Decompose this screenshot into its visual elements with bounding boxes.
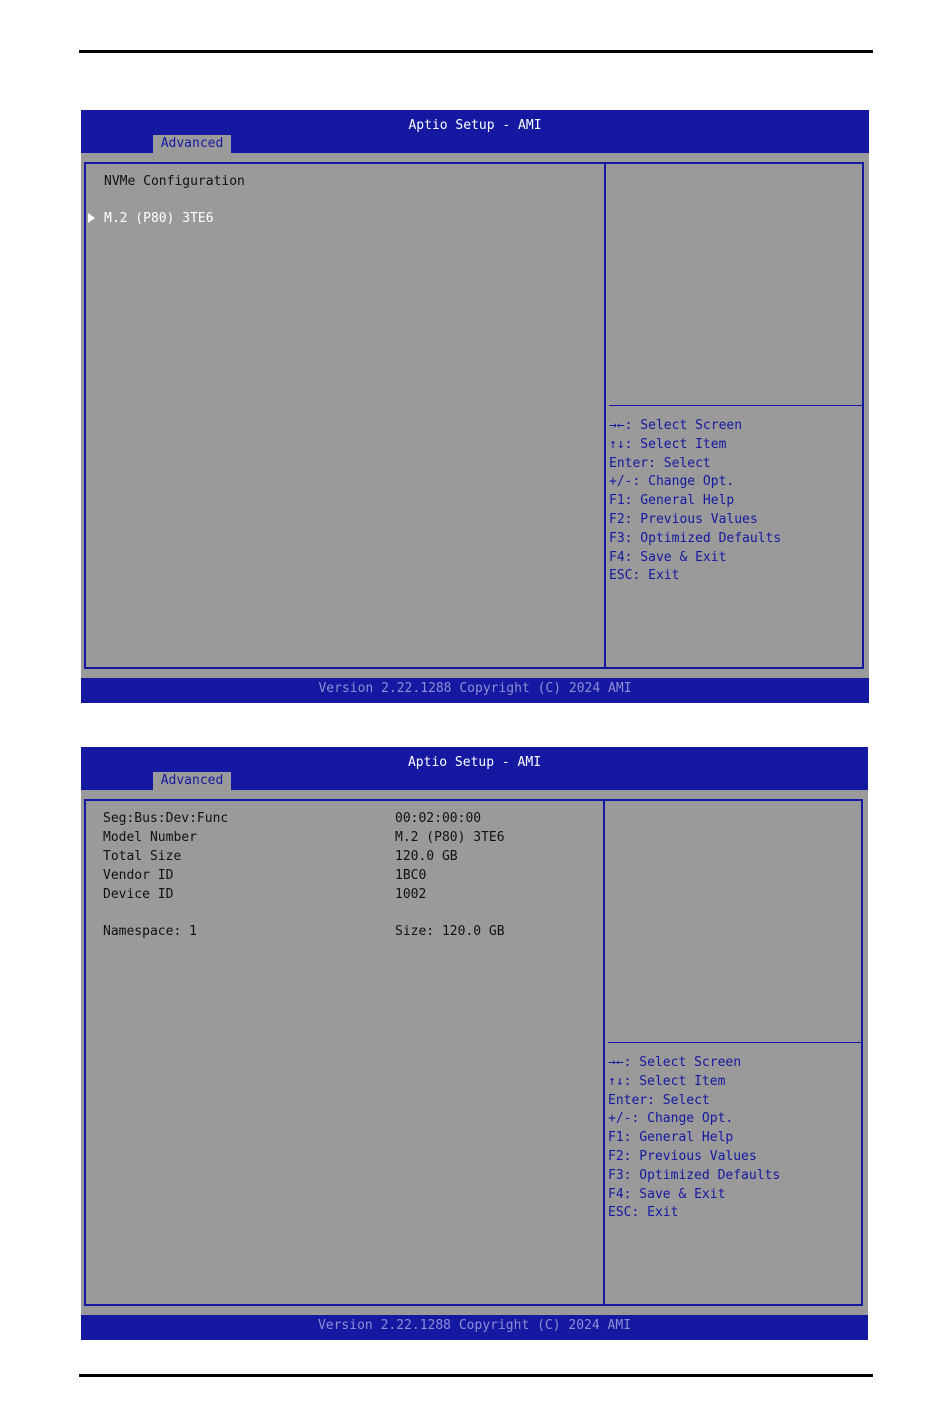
help-select-item: ↑↓: Select Item [609,436,727,452]
info-label: Model Number [103,830,197,845]
key-help-list [609,416,781,585]
version-footer: Version 2.22.1288 Copyright (C) 2024 AMI [318,681,632,696]
help-previous-values: F2: Previous Values [609,511,758,527]
page-top-rule [79,50,873,53]
info-label: Vendor ID [103,868,174,883]
info-row-device-id [103,885,583,904]
info-row-total-size [103,847,583,866]
tab-advanced[interactable]: Advanced [153,135,231,153]
help-save-exit: F4: Save & Exit [609,549,727,565]
help-select-screen: →←: Select Screen [609,418,743,433]
namespace-size: Size: 120.0 GB [395,924,505,939]
help-select-screen: →←: Select Screen [608,1055,742,1070]
window-title: Aptio Setup - AMI [407,755,542,770]
info-row-seg-bus-dev-func [103,809,583,828]
help-divider [608,1042,862,1043]
help-change-opt: +/-: Change Opt. [609,474,735,490]
help-general-help: F1: General Help [608,1130,734,1146]
info-row-model-number [103,828,583,847]
tab-advanced[interactable]: Advanced [153,772,231,790]
info-value: 1002 [395,887,427,902]
help-esc-exit: ESC: Exit [608,1205,679,1221]
info-value: 00:02:00:00 [395,811,482,826]
key-help-list [608,1053,780,1222]
bios-screen-nvme-device-info [81,747,868,1340]
info-value: 120.0 GB [395,849,458,864]
page-bottom-rule [79,1374,873,1377]
help-general-help: F1: General Help [609,493,735,509]
help-change-opt: +/-: Change Opt. [608,1111,734,1127]
nvme-device-menu-item[interactable]: M.2 (P80) 3TE6 [104,211,214,226]
help-esc-exit: ESC: Exit [609,568,680,584]
help-enter-select: Enter: Select [608,1092,710,1108]
section-heading: NVMe Configuration [104,174,245,189]
submenu-arrow-icon [88,213,95,223]
info-value: 1BC0 [395,868,427,883]
info-label: Total Size [103,849,182,864]
help-previous-values: F2: Previous Values [608,1148,757,1164]
info-row-namespace [103,922,583,941]
help-divider [609,405,863,406]
help-select-item: ↑↓: Select Item [608,1073,726,1089]
content-area [81,790,868,1315]
main-panel-frame [84,162,606,669]
help-optimized-defaults: F3: Optimized Defaults [609,530,782,546]
version-footer: Version 2.22.1288 Copyright (C) 2024 AMI [317,1318,632,1333]
window-title: Aptio Setup - AMI [408,118,542,133]
help-enter-select: Enter: Select [609,455,711,471]
bios-screen-nvme-configuration [81,110,869,703]
content-area [81,153,869,678]
help-save-exit: F4: Save & Exit [608,1186,726,1202]
info-value: M.2 (P80) 3TE6 [395,830,505,845]
info-label: Device ID [103,887,174,902]
namespace-label: Namespace: 1 [103,924,197,939]
info-label: Seg:Bus:Dev:Func [103,811,229,826]
info-row-vendor-id [103,866,583,885]
help-optimized-defaults: F3: Optimized Defaults [608,1167,781,1183]
